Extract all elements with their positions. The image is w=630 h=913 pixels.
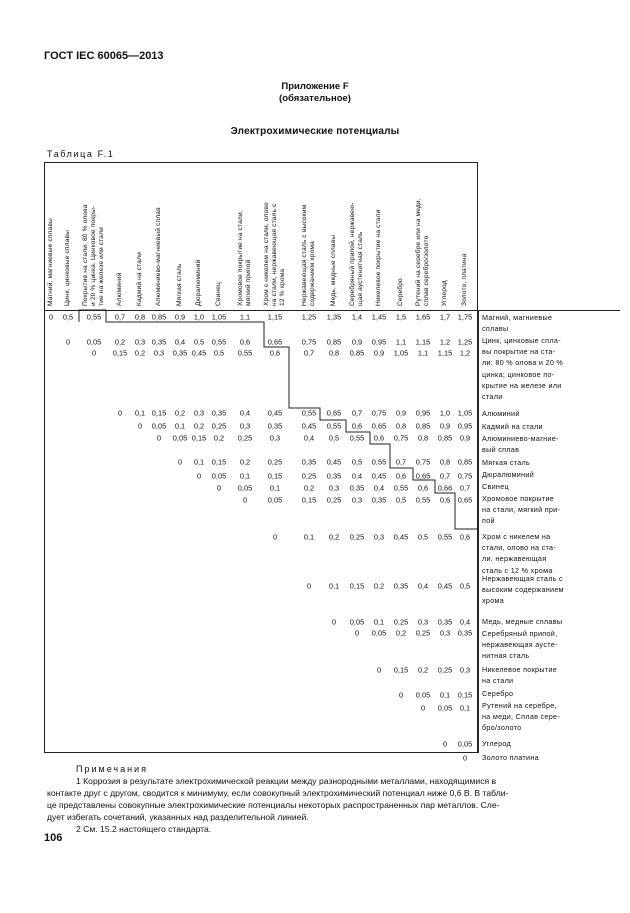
table-cell: 0,15 — [457, 690, 473, 700]
table-cell: 0,55 — [393, 483, 409, 493]
column-header-line: и 20 % цинка. Цинковое покры- — [89, 205, 97, 306]
table-cell: 0,75 — [301, 337, 317, 347]
row-label-line: ли: 80 % олова и 20 % — [482, 358, 564, 368]
table-cell: 0,3 — [239, 421, 251, 431]
appendix-subtitle: (обязательное) — [279, 93, 351, 104]
table-cell: 0,3 — [153, 348, 165, 358]
notes-title: Примечания — [76, 764, 148, 774]
table-cell: 0,8 — [439, 457, 451, 467]
table-cell: 1,05 — [211, 312, 227, 322]
page-number: 106 — [44, 832, 63, 844]
row-label-line: Хромовое покрытие — [482, 494, 555, 503]
row-label-line: сталь с 12 % хрома — [482, 565, 553, 575]
table-cell: 0,25 — [415, 628, 431, 638]
row-label-line: Медь, медные сплавы — [482, 617, 563, 626]
table-cell: 0 — [242, 495, 248, 505]
table-cell: 0,15 — [112, 348, 128, 358]
table-cell: 0,5 — [395, 495, 407, 505]
table-cell: 0,7 — [114, 312, 126, 322]
row-label-line: Кадмий на стали — [482, 422, 543, 431]
table-cell: 0,8 — [395, 421, 407, 431]
table-cell: 1,0 — [193, 312, 205, 322]
column-header-line: мягкий припой — [245, 259, 252, 306]
table-cell: 0,5 — [417, 532, 429, 542]
column-header-line: Алюминий — [115, 272, 123, 306]
column-header-line: Дюралюминий — [194, 259, 202, 306]
table-cell: 0,55 — [371, 457, 387, 467]
table-cell: 0,6 — [351, 421, 363, 431]
table-cell: 0,7 — [395, 457, 407, 467]
table-cell: 0,5 — [459, 581, 471, 591]
table-cell: 0,1 — [303, 532, 315, 542]
table-cell: 0,5 — [351, 457, 363, 467]
row-label-line: Алюминий — [482, 409, 520, 418]
table-cell: 0,35 — [301, 457, 317, 467]
table-cell: 0,05 — [267, 495, 283, 505]
table-cell: 0,65 — [267, 337, 283, 347]
table-cell: 0 — [137, 421, 143, 431]
table-cell: 1,2 — [439, 337, 451, 347]
table-cell: 0 — [117, 408, 123, 418]
column-header-line: Алюминиево-магниевый сплав — [154, 207, 162, 306]
table-cell: 0,35 — [151, 337, 167, 347]
row-label-line: стали — [482, 392, 503, 402]
appendix-title: Приложение F — [281, 81, 349, 92]
table-cell: 0,45 — [371, 471, 387, 481]
column-header-line: Серебряный припой, нержавею- — [348, 202, 356, 306]
column-header-line: Цинк, цинковые сплавы — [63, 230, 71, 306]
table-cell: 0,35 — [211, 408, 227, 418]
table-cell: 0 — [272, 532, 278, 542]
table-cell: 0,05 — [172, 433, 188, 443]
table-cell: 0,15 — [349, 581, 365, 591]
table-cell: 1,15 — [415, 337, 431, 347]
table-cell: 0,35 — [267, 421, 283, 431]
table-cell: 0,2 — [373, 581, 385, 591]
column-header-line: Покрытие на стали: 80 % олова — [81, 204, 89, 306]
table-cell: 0,6 — [269, 348, 281, 358]
column-header-line: щая аустенитная сталь — [357, 231, 364, 306]
column-header-line: Мягкая сталь — [175, 263, 183, 306]
table-cell: 0,55 — [86, 312, 102, 322]
row-label-line: крытие на железе или — [482, 380, 562, 390]
table-cell: 0,65 — [457, 495, 473, 505]
table-cell: 0,55 — [437, 532, 453, 542]
row-label-line: Рутений на серебре, — [482, 701, 557, 710]
table-cell: 0,55 — [326, 421, 342, 431]
table-cell: 0,9 — [174, 312, 186, 322]
table-cell: 0,4 — [459, 617, 471, 627]
table-cell: 0,45 — [191, 348, 207, 358]
table-cell: 0,55 — [301, 408, 317, 418]
table-cell: 0,85 — [457, 457, 473, 467]
table-cell: 0,85 — [349, 348, 365, 358]
table-cell: 0,25 — [349, 532, 365, 542]
table-cell: 0,15 — [151, 408, 167, 418]
table-cell: 0,2 — [134, 348, 146, 358]
column-header-line: Хром с никелем на стали, олово — [262, 202, 270, 306]
table-cell: 0,9 — [373, 348, 385, 358]
table-cell: 0 — [48, 312, 54, 322]
table-cell: 0,2 — [193, 421, 205, 431]
row-label-line: вый сплав — [482, 445, 520, 455]
table-cell: 0 — [177, 457, 183, 467]
table-cell: 0,9 — [459, 433, 471, 443]
table-cell: 0,85 — [151, 312, 167, 322]
section-title: Электрохимические потенциалы — [230, 126, 400, 137]
table-cell: 0,05 — [86, 337, 102, 347]
table-cell: 0,4 — [351, 471, 363, 481]
note-line: контакте друг с другом, сводится к минимуму, если совокупный электрохимический потенциал ниже 0,6 В. В табли- — [47, 788, 509, 798]
table-cell: 0,6 — [239, 337, 251, 347]
row-label-line: ли, нержавеющая — [482, 554, 547, 564]
table-cell: 0,35 — [457, 628, 473, 638]
row-label-line: бро/золото — [482, 723, 522, 733]
table-cell: 1,1 — [417, 348, 429, 358]
note-line: це представлены совокупные электрохимические потенциалы некоторых распространенных пар металлов. Сле- — [47, 800, 500, 810]
row-label-line: на стали, мягкий при- — [482, 505, 561, 515]
column-header-line: Рутений на серебре или на меди, — [414, 198, 422, 306]
table-cell: 0,45 — [393, 532, 409, 542]
row-label-line: на меди, Сплав сере- — [482, 712, 561, 722]
table-cell: 1,7 — [439, 312, 451, 322]
table-cell: 0,2 — [174, 408, 186, 418]
table-cell: 0,65 — [371, 421, 387, 431]
table-cell: 0,3 — [439, 628, 451, 638]
document-header: ГОСТ IEC 60065—2013 — [44, 50, 164, 62]
table-cell: 0,15 — [211, 457, 227, 467]
table-cell: 0 — [156, 433, 162, 443]
table-cell: 1,15 — [267, 312, 283, 322]
table-cell: 0,4 — [373, 483, 385, 493]
table-cell: 0,5 — [193, 337, 205, 347]
table-cell: 0,15 — [267, 471, 283, 481]
table-cell: 0,05 — [437, 703, 453, 713]
row-label-line: Серебряный припой, — [482, 629, 558, 638]
table-cell: 0,55 — [415, 495, 431, 505]
column-header-line: Магний, магниевые сплавы — [46, 218, 54, 306]
table-label: Таблица F.1 — [47, 149, 115, 159]
table-cell: 0,6 — [459, 532, 471, 542]
table-cell: 0,7 — [303, 348, 315, 358]
row-label-line: Магний, магниевые — [482, 313, 553, 322]
column-header-line: Углерод — [440, 280, 448, 306]
table-cell: 0,9 — [395, 408, 407, 418]
table-cell: 0,25 — [211, 421, 227, 431]
row-label-line: вы покрытие на ста- — [482, 347, 556, 357]
table-cell: 0 — [91, 348, 97, 358]
table-cell: 0,5 — [62, 312, 74, 322]
column-header-line: на стали, нержавеющая сталь с — [270, 203, 278, 306]
row-label-line: цинка; цинковое по- — [482, 369, 555, 379]
row-label-line: сплавы — [482, 324, 509, 334]
table-cell: 0,8 — [134, 312, 146, 322]
column-header-line: Золото, платина — [460, 253, 468, 306]
row-label-line: Нержавеющая сталь с — [482, 574, 563, 583]
table-cell: 0,1 — [373, 617, 385, 627]
table-cell: 0,05 — [151, 421, 167, 431]
column-header-line: Хромовое покрытие на стали, — [236, 210, 244, 306]
table-cell: 1,5 — [395, 312, 407, 322]
table-cell: 0,5 — [328, 433, 340, 443]
table-cell: 1,05 — [393, 348, 409, 358]
note-line: 2 См. 15.2 настоящего стандарта. — [76, 824, 212, 834]
table-cell: 0,8 — [417, 433, 429, 443]
table-cell: 0,3 — [134, 337, 146, 347]
table-cell: 1,75 — [457, 312, 473, 322]
table-cell: 0,1 — [269, 483, 281, 493]
table-cell: 0,1 — [239, 471, 251, 481]
table-cell: 0,25 — [237, 433, 253, 443]
table-cell: 0 — [442, 739, 448, 749]
table-cell: 0,45 — [437, 581, 453, 591]
table-cell: 0,25 — [393, 617, 409, 627]
table-cell: 1,2 — [459, 348, 471, 358]
table-cell: 0,15 — [301, 495, 317, 505]
table-cell: 0,25 — [437, 665, 453, 675]
note-line: 1 Коррозия в результате электрохимической реакции между разнородными металлами, находящимися в — [76, 776, 497, 786]
row-label-line: Алюминиево-магние- — [482, 434, 559, 443]
table-cell: 0 — [420, 703, 426, 713]
table-cell: 0,55 — [349, 433, 365, 443]
row-label-line: Свинец — [482, 482, 509, 491]
row-label-line: пой — [482, 516, 495, 526]
table-cell: 0,65 — [326, 408, 342, 418]
table-cell: 0,9 — [351, 337, 363, 347]
column-header-line: содержанием хрома — [309, 241, 316, 306]
table-cell: 0,65 — [415, 471, 431, 481]
table-cell: 0,8 — [328, 348, 340, 358]
table-cell: 0,3 — [373, 532, 385, 542]
row-label-line: высоким содержанием — [482, 585, 564, 595]
row-label-line: нитная сталь — [482, 651, 530, 661]
column-header-line: Свинец — [214, 282, 222, 306]
table-cell: 0,6 — [417, 483, 429, 493]
table-cell: 0,85 — [437, 433, 453, 443]
table-cell: 0 — [196, 471, 202, 481]
column-header-line: Никелевое покрытие на стали — [374, 209, 382, 306]
table-cell: 0,05 — [371, 628, 387, 638]
table-cell: 0,15 — [191, 433, 207, 443]
table-cell: 1,25 — [457, 337, 473, 347]
table-cell: 0,45 — [301, 421, 317, 431]
column-header-line: Нержавеющая сталь с высоким — [300, 204, 308, 306]
row-label-line: стали, олово на ста- — [482, 543, 557, 553]
table-cell: 0,35 — [349, 483, 365, 493]
table-cell: 0,1 — [459, 703, 471, 713]
table-cell: 0 — [376, 665, 382, 675]
table-cell: 0,05 — [237, 483, 253, 493]
table-cell: 0,25 — [267, 457, 283, 467]
table-cell: 0,2 — [328, 532, 340, 542]
row-label-line: Никелевое покрытие — [482, 665, 558, 674]
table-cell: 0 — [331, 617, 337, 627]
table-cell: 0,05 — [211, 471, 227, 481]
table-cell: 0,2 — [114, 337, 126, 347]
table-cell: 0,55 — [237, 348, 253, 358]
table-cell: 0,6 — [373, 433, 385, 443]
table-cell: 1,4 — [351, 312, 363, 322]
row-label-line: Мягкая сталь — [482, 458, 531, 467]
table-cell: 0,1 — [439, 690, 451, 700]
column-header-line: Кадмий на стали — [135, 252, 143, 306]
table-cell: 0,25 — [326, 495, 342, 505]
table-cell: 0,95 — [371, 337, 387, 347]
table-cell: 0,2 — [303, 483, 315, 493]
table-cell: 1,05 — [457, 408, 473, 418]
table-cell: 0,7 — [439, 471, 451, 481]
table-cell: 1,1 — [239, 312, 251, 322]
table-cell: 0,45 — [267, 408, 283, 418]
table-cell: 0,05 — [457, 739, 473, 749]
table-cell: 0,25 — [301, 471, 317, 481]
table-cell: 0,35 — [371, 495, 387, 505]
table-cell: 0,4 — [239, 408, 251, 418]
row-label-line: Серебро — [482, 689, 514, 698]
row-label-line: Золото платина — [482, 753, 539, 762]
table-cell: 1,65 — [415, 312, 431, 322]
table-cell: 0,2 — [213, 433, 225, 443]
table-cell: 0,3 — [193, 408, 205, 418]
table-cell: 0,35 — [393, 581, 409, 591]
row-label-line: на стали — [482, 676, 514, 686]
table-cell: 0,1 — [134, 408, 146, 418]
table-cell: 0,7 — [459, 483, 471, 493]
table-cell: 0,9 — [439, 421, 451, 431]
table-cell: 0,2 — [239, 457, 251, 467]
table-cell: 0,1 — [328, 581, 340, 591]
table-cell: 0,3 — [417, 617, 429, 627]
table-cell: 0,95 — [457, 421, 473, 431]
table-cell: 0,3 — [328, 483, 340, 493]
table-cell: 0,7 — [351, 408, 363, 418]
table-cell: 0,4 — [417, 581, 429, 591]
table-cell: 0,1 — [193, 457, 205, 467]
column-header-line: 12 % хрома — [279, 268, 287, 306]
table-cell: 0,85 — [415, 421, 431, 431]
row-label-line: хрома — [482, 596, 505, 606]
row-label-line: нержавеющая аусте- — [482, 640, 558, 650]
row-label-line: Углерод — [482, 739, 512, 748]
table-cell: 0,35 — [172, 348, 188, 358]
table-cell: 0,75 — [393, 433, 409, 443]
table-cell: 0,1 — [174, 421, 186, 431]
table-cell: 0,75 — [371, 408, 387, 418]
note-line: дует избегать сочетаний, указанных над разделительной линией. — [47, 812, 309, 822]
table-cell: 0,35 — [326, 471, 342, 481]
table-cell: 1,1 — [395, 337, 407, 347]
table-cell: 0,15 — [393, 665, 409, 675]
table-cell: 1,0 — [439, 408, 451, 418]
table-cell: 1,35 — [326, 312, 342, 322]
column-header-line: сплав серебро/золото — [423, 235, 430, 306]
table-cell: 1,15 — [437, 348, 453, 358]
table-cell: 0,6 — [439, 495, 451, 505]
table-cell: 0 — [306, 581, 312, 591]
column-header-line: тие на железе или стали — [98, 227, 106, 306]
table-cell: 0 — [65, 337, 71, 347]
table-cell: 0,55 — [211, 337, 227, 347]
table-cell: 1,45 — [371, 312, 387, 322]
table-cell: 0,95 — [415, 408, 431, 418]
table-cell: 0,6 — [395, 471, 407, 481]
table-cell: 0 — [354, 628, 360, 638]
table-cell: 0,3 — [459, 665, 471, 675]
table-cell: 0,3 — [269, 433, 281, 443]
table-cell: 0,85 — [326, 337, 342, 347]
table-cell: 0,05 — [349, 617, 365, 627]
table-cell: 0,5 — [213, 348, 225, 358]
table-cell: 0,3 — [351, 495, 363, 505]
table-cell: 0,45 — [326, 457, 342, 467]
table-cell: 0 — [216, 483, 222, 493]
table-cell: 0,75 — [415, 457, 431, 467]
row-label-line: Цинк, цинковые спла- — [482, 336, 561, 345]
separation-stair-line — [79, 310, 478, 529]
table-cell: 0,75 — [457, 471, 473, 481]
table-cell: 0,35 — [437, 617, 453, 627]
table-cell: 0 — [398, 690, 404, 700]
row-label-line: Дюралюминий — [482, 470, 535, 479]
table-cell: 1,25 — [301, 312, 317, 322]
column-header-line: Серебро — [396, 278, 404, 306]
table-cell: 0,2 — [395, 628, 407, 638]
table-cell: 0,2 — [417, 665, 429, 675]
row-label-line: Хром с никелем на — [482, 532, 551, 541]
table-cell: 0 — [462, 753, 468, 763]
table-cell: 0,4 — [174, 337, 186, 347]
column-header-line: Медь, медные сплавы — [329, 234, 337, 306]
table-cell: 0,05 — [415, 690, 431, 700]
table-cell: 0,4 — [303, 433, 315, 443]
table-cell: 0,66 — [437, 483, 453, 493]
